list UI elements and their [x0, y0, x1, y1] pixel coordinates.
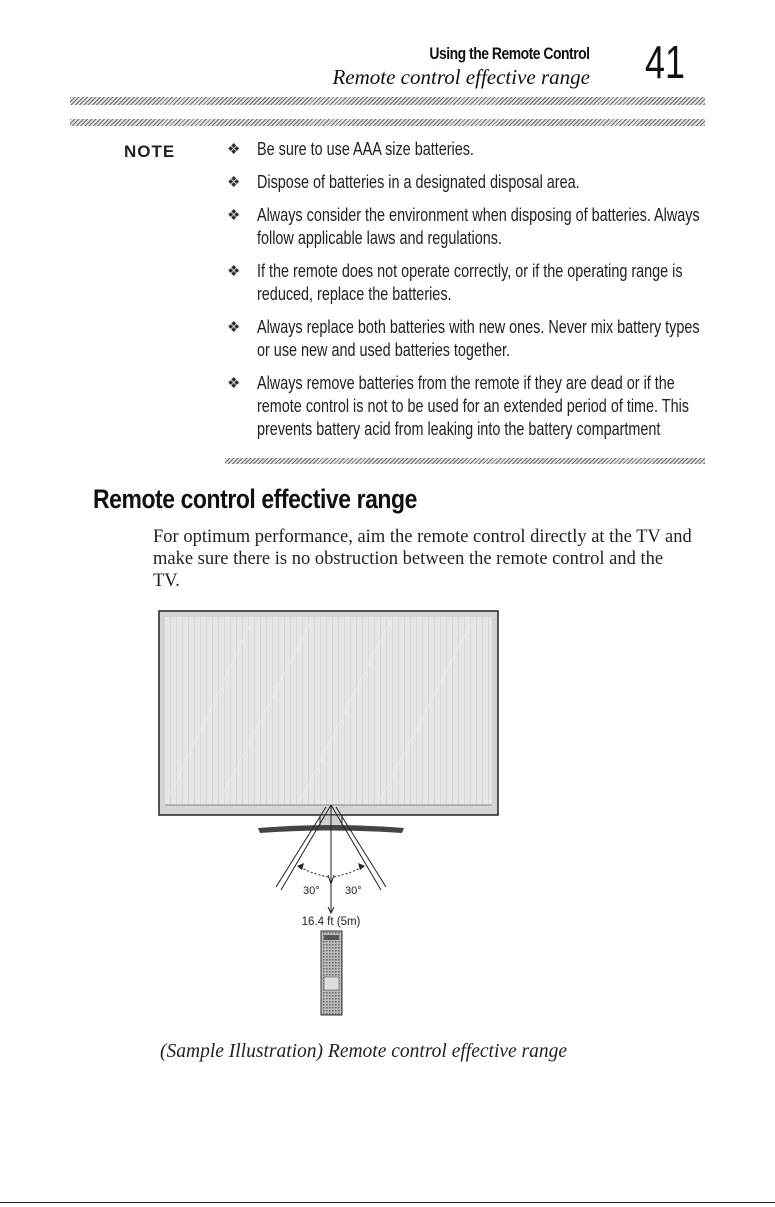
right-angle-label: 30°	[345, 885, 362, 897]
remote-range-illustration	[140, 605, 520, 1045]
note-item	[223, 260, 713, 306]
note-item-text: Always consider the environment when disposing of batteries. Always follow applicable laws and regulations.	[257, 205, 700, 248]
figure-caption: (Sample Illustration) Remote control effective range	[160, 1041, 568, 1062]
bullet-icon: ❖	[227, 375, 241, 392]
note-top-divider	[70, 119, 705, 126]
note-item-text: Be sure to use AAA size batteries.	[257, 139, 474, 159]
note-item-text: Always replace both batteries with new ones. Never mix battery types or use new and used batteries together.	[257, 317, 700, 360]
note-item	[223, 138, 713, 161]
bullet-icon: ❖	[227, 263, 241, 280]
bullet-icon: ❖	[227, 141, 241, 158]
note-label: NOTE	[124, 142, 176, 161]
header-divider	[70, 97, 705, 105]
note-item	[223, 316, 713, 362]
left-angle-label: 30°	[303, 885, 320, 897]
bullet-icon: ❖	[227, 174, 241, 191]
note-item-text: Always remove batteries from the remote if they are dead or if the remote control is not to be used for an extended period of time. This prevents battery acid from leaking into the battery compartment	[257, 373, 689, 439]
note-list	[223, 138, 713, 451]
remote-control-icon	[321, 931, 342, 1015]
section-heading: Remote control effective range	[93, 484, 417, 514]
bullet-icon: ❖	[227, 319, 241, 336]
note-item-text: If the remote does not operate correctly, or if the operating range is reduced, replace the batteries.	[257, 261, 683, 304]
distance-label: 16.4 ft (5m)	[301, 916, 361, 928]
page-number: 41	[645, 36, 685, 88]
page-bottom-rule	[0, 1202, 775, 1203]
note-item	[223, 204, 713, 250]
bullet-icon: ❖	[227, 207, 241, 224]
note-item-text: Dispose of batteries in a designated disposal area.	[257, 172, 580, 192]
body-paragraph: For optimum performance, aim the remote control directly at the TV and make sure there is no obstruction between the remote control and the TV.	[153, 527, 692, 591]
note-item	[223, 171, 713, 194]
running-head	[332, 44, 590, 89]
running-head-section: Using the Remote Control	[429, 44, 590, 63]
tv-icon	[159, 611, 498, 833]
note-item	[223, 372, 713, 441]
ir-range-diagram	[276, 805, 386, 913]
note-bottom-divider	[225, 458, 705, 464]
running-head-subsection: Remote control effective range	[332, 65, 590, 89]
